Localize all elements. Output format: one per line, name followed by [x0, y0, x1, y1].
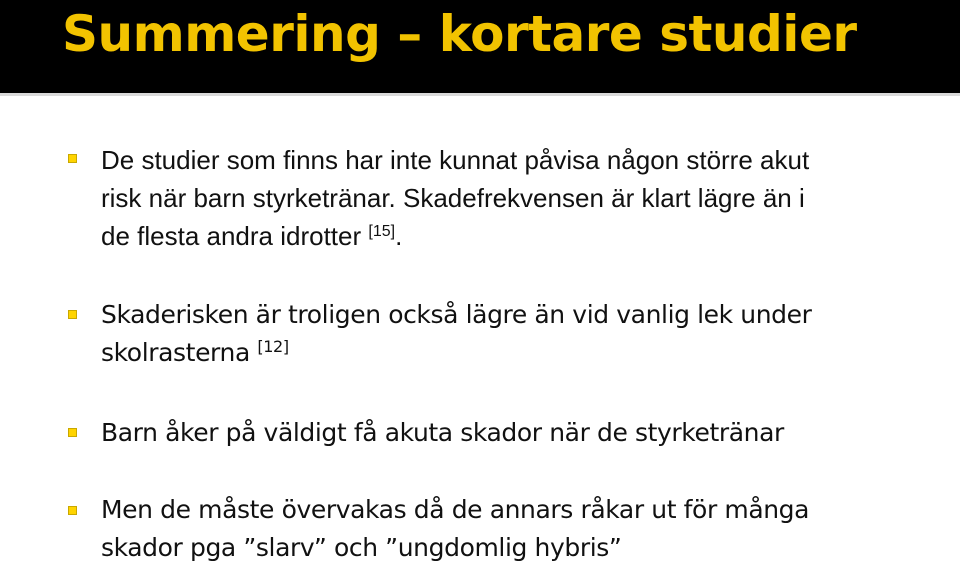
reference-marker: [15]	[368, 223, 396, 240]
title-bar	[0, 0, 960, 93]
bullet-line: Skaderisken är troligen också lägre än vid vanlig lek under	[101, 300, 812, 329]
reference-marker: [12]	[257, 337, 289, 356]
bullet-marker-icon	[68, 310, 77, 319]
bullet-line: risk när barn styrketränar. Skadefrekvensen är klart lägre än i	[101, 183, 805, 213]
slide-title: Summering – kortare studier	[62, 5, 857, 63]
bullet-line: de flesta andra idrotter	[101, 221, 369, 251]
bullet-marker-icon	[68, 506, 77, 515]
bullet-line: Barn åker på väldigt få akuta skador när de styrketränar	[101, 418, 784, 447]
bullet-line: De studier som finns har inte kunnat påvisa någon större akut	[101, 145, 810, 175]
bullet-line: Men de måste övervakas då de annars råkar ut för många	[101, 495, 810, 524]
bullet-marker-icon	[68, 154, 77, 163]
header-divider	[0, 93, 960, 96]
bullet-line: skador pga ”slarv” och ”ungdomlig hybris”	[101, 533, 622, 562]
bullet-marker-icon	[68, 428, 77, 437]
bullet-line-end: .	[395, 221, 403, 251]
bullet-line: skolrasterna	[101, 338, 258, 367]
